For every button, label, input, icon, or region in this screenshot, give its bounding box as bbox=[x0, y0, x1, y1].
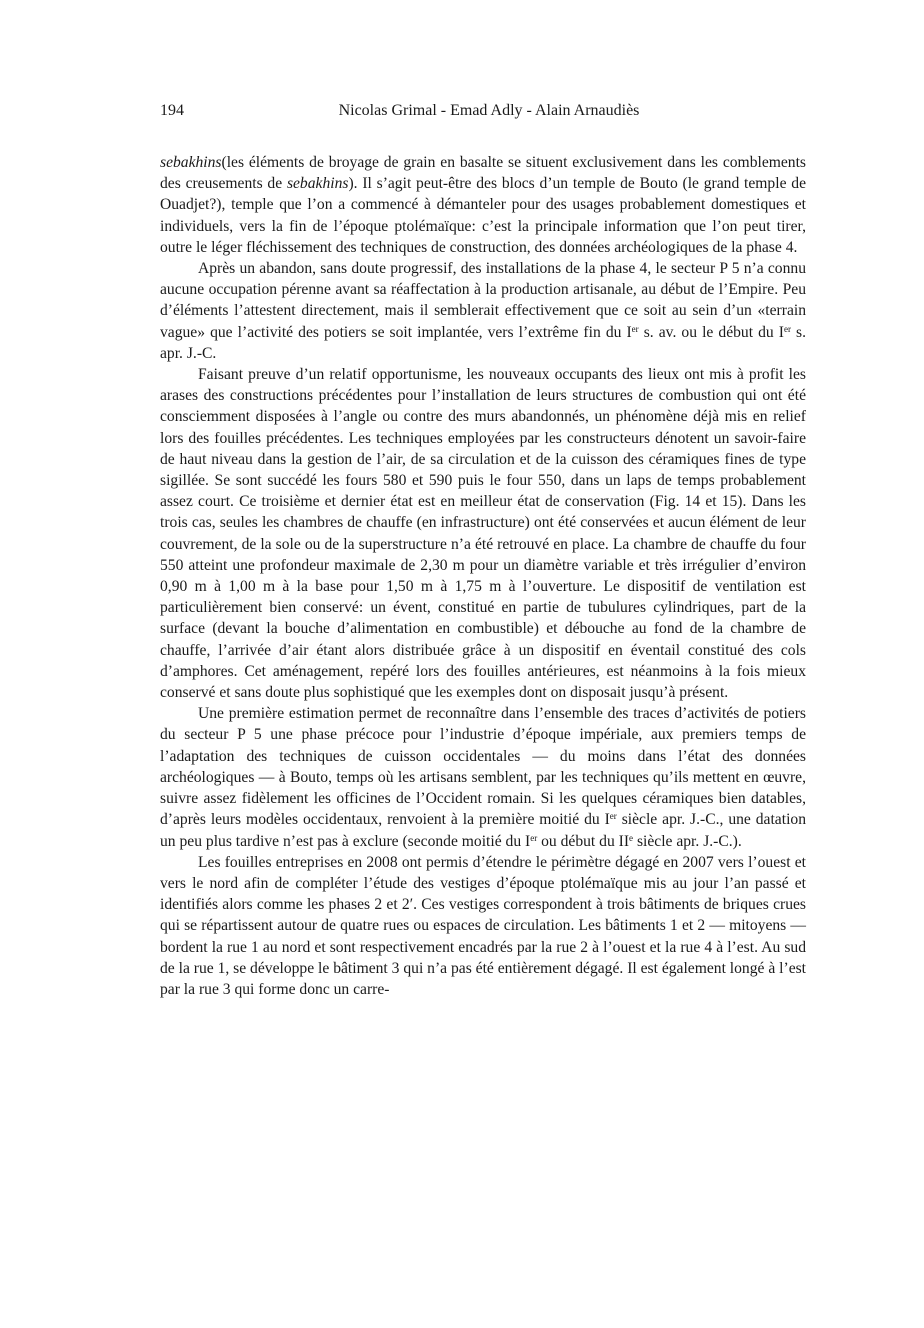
superscript: er bbox=[530, 832, 538, 843]
superscript: er bbox=[631, 323, 639, 334]
page-header bbox=[160, 100, 806, 122]
running-head: Nicolas Grimal - Emad Adly - Alain Arnaudiès bbox=[338, 102, 640, 119]
text-run: Une première estimation permet de reconnaître dans l’ensemble des traces d’activités de potiers du secteur P 5 une phase précoce pour l’industrie d’époque impériale, aux premiers temps de l’adaptation des techniques de cuisson occidentales — du moins dans l’état des données archéologiques — à Bouto, temps où les artisans semblent, par les techniques qu’ils mettent en œuvre, suivre assez fidèlement les officines de l’Occident romain. Si les quelques céramiques bien datables, d’après leurs modèles occidentaux, renvoient à la première moitié du I bbox=[160, 705, 806, 829]
text-run: s. av. ou le début du I bbox=[638, 323, 784, 341]
body-text bbox=[160, 152, 806, 1000]
italic-term: sebakhins bbox=[286, 175, 349, 193]
paragraph-p2 bbox=[160, 258, 806, 364]
text-run: (les éléments de broyage de grain en basalte se situent exclusivement dans les comblements des creusements de bbox=[160, 154, 806, 193]
text-run: Les fouilles entreprises en 2008 ont permis d’étendre le périmètre dégagé en 2007 vers l’ouest et vers le nord afin de compléter l’étude des vestiges d’époque ptolémaïque mis au jour l’an passé et identifiés alors comme les phases 2 et 2′. Ces vestiges correspondent à trois bâtiments de briques crues qui se répartissent autour de quatre rues ou espaces de circulation. Les bâtiments 1 et 2 — mitoyens — bordent la rue 1 au nord et sont respectivement encadrés par la rue 2 à l’ouest et la rue 4 à l’est. Au sud de la rue 1, se développe le bâtiment 3 qui n’a pas été entièrement dégagé. Il est également longé à l’est par la rue 3 qui forme donc un carre- bbox=[160, 853, 807, 998]
superscript: er bbox=[783, 323, 791, 334]
paragraph-p1 bbox=[160, 152, 806, 258]
text-run: siècle apr. J.-C., une datation un peu plus tardive n’est pas à exclure (seconde moitié du I bbox=[160, 811, 806, 850]
paragraph-p5 bbox=[160, 852, 806, 1000]
paragraph-p3 bbox=[160, 364, 806, 703]
page-number: 194 bbox=[160, 102, 184, 119]
italic-term: sebakhins bbox=[160, 154, 222, 171]
text-run: s. apr. J.-C. bbox=[160, 323, 806, 362]
paragraph-p4 bbox=[160, 703, 806, 851]
text-run: ou début du II bbox=[537, 832, 630, 850]
text-run: siècle apr. J.-C.). bbox=[633, 832, 742, 850]
superscript: er bbox=[609, 811, 617, 822]
text-run: ). Il s’agit peut-être des blocs d’un temple de Bouto (le grand temple de Ouadjet?), temple que l’on a commencé à démanteler pour des usages probablement domestiques et individuels, vers la fin de l’époque ptolémaïque: c’est la principale information que l’on peut tirer, outre le léger fléchissement des techniques de construction, des données archéologiques de la phase 4. bbox=[160, 175, 806, 256]
text-run: Après un abandon, sans doute progressif, des installations de la phase 4, le secteur P 5 n’a connu aucune occupation pérenne avant sa réaffectation à la production artisanale, au début de l’Empire. Peu d’éléments l’attestent directement, mais il semblerait effectivement que ce soit au sein d’un «terrain vague» que l’activité des potiers se soit implantée, vers l’extrême fin du I bbox=[160, 260, 806, 341]
superscript: e bbox=[629, 832, 634, 843]
document-page bbox=[160, 100, 806, 1000]
text-run: Faisant preuve d’un relatif opportunisme, les nouveaux occupants des lieux ont mis à profit les arases des constructions précédentes pour l’installation de leurs structures de combustion qui ont été consciemment disposées à l’angle ou contre des murs abandonnés, un phénomène déjà mis en relief lors des fouilles précédentes. Les techniques employées par les constructeurs dénotent un savoir-faire de haut niveau dans la gestion de l’air, de sa circulation et de la cuisson des céramiques fines de type sigillée. Se sont succédé les fours 580 et 590 puis le four 550, dans un laps de temps probablement assez court. Ce troisième et dernier état est en meilleur état de conservation (Fig. 14 et 15). Dans les trois cas, seules les chambres de chauffe (en infrastructure) ont été conservées et aucun élément de leur couvrement, de la sole ou de la superstructure n’a été retrouvé en place. La chambre de chauffe du four 550 atteint une profondeur maximale de 2,30 m pour un diamètre variable et très irrégulier d’environ 0,90 m à 1,00 m à la base pour 1,50 m à 1,75 m à l’ouverture. Le dispositif de ventilation est particulièrement bien conservé: un évent, constitué en partie de tubulures cylindriques, part de la surface (devant la bouche d’alimentation en combustible) et débouche au fond de la chambre de chauffe, l’arrivée d’air étant alors distribuée grâce à un dispositif en éventail constitué des cols d’amphores. Cet aménagement, repéré lors des fouilles antérieures, est néanmoins à la fois mieux conservé et sans doute plus sophistiqué que les exemples dont on disposait jusqu’à présent. bbox=[160, 366, 806, 702]
